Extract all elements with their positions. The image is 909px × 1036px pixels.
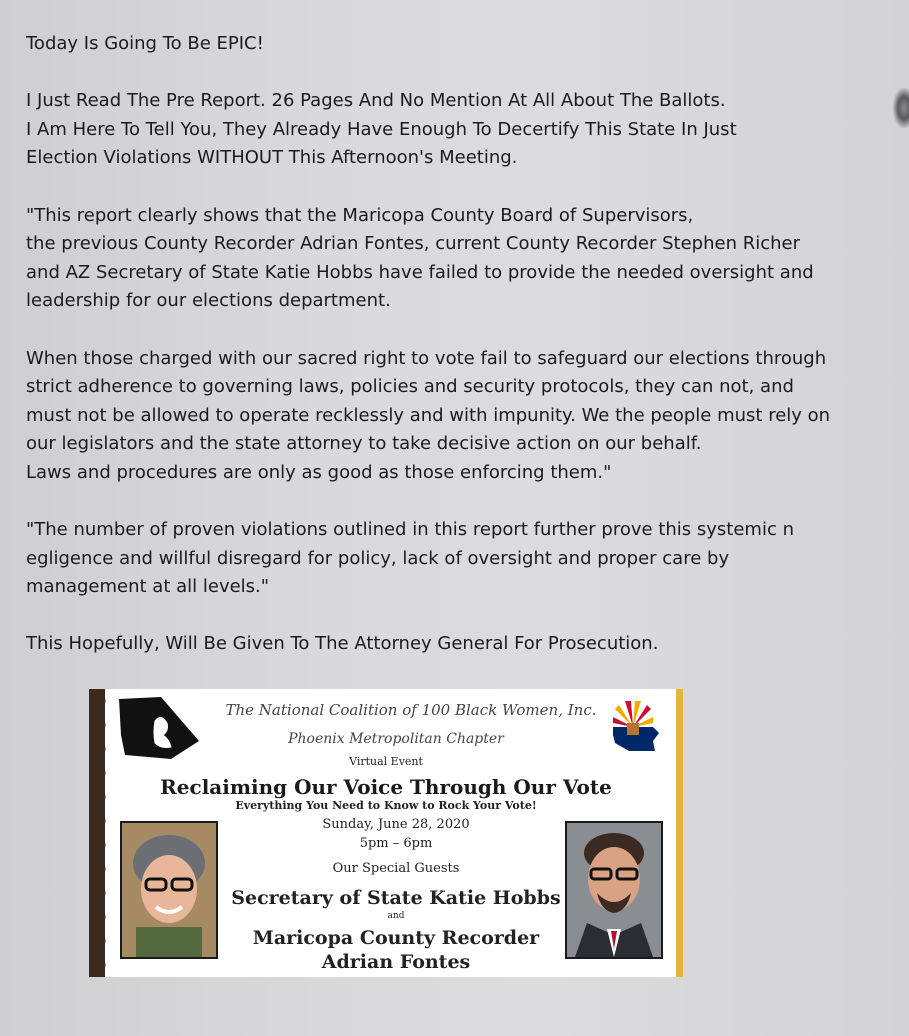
flyer-virtual-label: Virtual Event bbox=[349, 755, 423, 768]
post-paragraph-2 bbox=[26, 87, 886, 173]
event-flyer-image bbox=[89, 689, 683, 977]
post-line: Laws and procedures are only as good as those enforcing them." bbox=[26, 461, 612, 483]
post-line: and AZ Secretary of State Katie Hobbs have failed to provide the needed oversight and bbox=[26, 261, 814, 283]
post-line: leadership for our elections department. bbox=[26, 290, 391, 312]
post-line: This Hopefully, Will Be Given To The Attorney General For Prosecution. bbox=[26, 633, 659, 655]
flyer-chapter: Phoenix Metropolitan Chapter bbox=[288, 731, 504, 747]
post-paragraph-1 bbox=[26, 30, 886, 59]
post-line: must not be allowed to operate recklessly and with impunity. We the people must rely on bbox=[26, 404, 831, 426]
post-line: I Just Read The Pre Report. 26 Pages And No Mention At All About The Ballots. bbox=[26, 90, 726, 112]
flyer-guest-2-title: Maricopa County Recorder bbox=[252, 927, 540, 949]
post-line: management at all levels." bbox=[26, 576, 270, 598]
post-line: Election Violations WITHOUT This Afternoon's Meeting. bbox=[26, 147, 518, 169]
flyer-headline: Reclaiming Our Voice Through Our Vote bbox=[160, 775, 612, 799]
post-line: I Am Here To Tell You, They Already Have Enough To Decertify This State In Just bbox=[26, 118, 737, 140]
post-line: Today Is Going To Be EPIC! bbox=[26, 33, 264, 54]
guest-photo-left bbox=[120, 821, 218, 959]
flyer-guest-2-name: Adrian Fontes bbox=[321, 951, 471, 973]
flyer-guest-1: Secretary of State Katie Hobbs bbox=[231, 887, 561, 909]
post-line: our legislators and the state attorney to take decisive action on our behalf. bbox=[26, 433, 702, 455]
flyer-organization: The National Coalition of 100 Black Women, Inc. bbox=[225, 701, 597, 719]
post-line: "The number of proven violations outlined in this report further prove this systemic n bbox=[26, 519, 794, 541]
post-paragraph-6 bbox=[26, 630, 886, 659]
flyer-and: and bbox=[387, 911, 405, 921]
flyer-date: Sunday, June 28, 2020 bbox=[322, 817, 470, 832]
post-line: When those charged with our sacred right to vote fail to safeguard our elections through bbox=[26, 347, 827, 369]
post-line: strict adherence to governing laws, policies and security protocols, they can not, and bbox=[26, 376, 794, 398]
post-text bbox=[26, 30, 886, 688]
flyer-time: 5pm – 6pm bbox=[359, 836, 433, 851]
post-paragraph-3 bbox=[26, 202, 886, 316]
post-line: "This report clearly shows that the Maricopa County Board of Supervisors, bbox=[26, 204, 694, 226]
post-paragraph-4 bbox=[26, 345, 886, 488]
post-paragraph-5 bbox=[26, 516, 886, 602]
flyer-subhead: Everything You Need to Know to Rock Your Vote! bbox=[235, 799, 537, 812]
post-line: the previous County Recorder Adrian Fontes, current County Recorder Stephen Richer bbox=[26, 233, 800, 255]
wall-light-fixture bbox=[893, 88, 909, 128]
post-line: egligence and willful disregard for policy, lack of oversight and proper care by bbox=[26, 547, 730, 569]
guest-photo-right bbox=[565, 821, 663, 959]
flyer-guests-label: Our Special Guests bbox=[332, 861, 460, 876]
